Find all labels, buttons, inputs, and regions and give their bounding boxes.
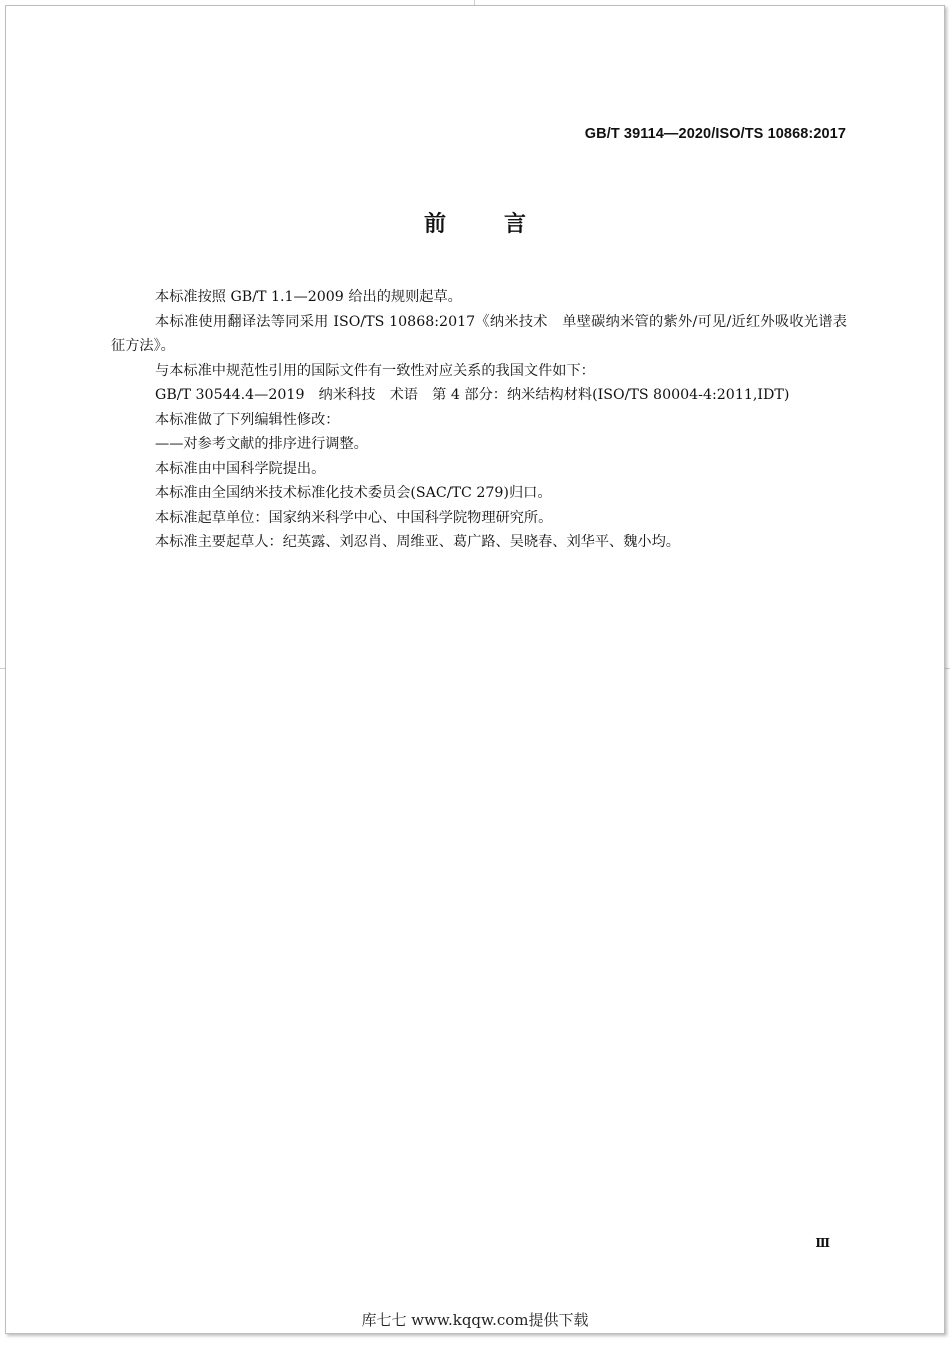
paragraph-normative-references-intro: 与本标准中规范性引用的国际文件有一致性对应关系的我国文件如下： bbox=[155, 362, 595, 379]
standard-code: GB/T 39114—2020/ISO/TS 10868:2017 bbox=[584, 126, 846, 142]
paragraph-editorial-changes-intro: 本标准做了下列编辑性修改： bbox=[155, 411, 340, 428]
page-number: Ⅲ bbox=[815, 1236, 830, 1250]
paragraph-drafting-organizations: 本标准起草单位：国家纳米科学中心、中国科学院物理研究所。 bbox=[155, 509, 553, 526]
paragraph-editorial-change-item: ——对参考文献的排序进行调整。 bbox=[155, 436, 368, 452]
foreword-body bbox=[111, 285, 847, 555]
paragraph-technical-committee: 本标准由全国纳米技术标准化技术委员会(SAC/TC 279)归口。 bbox=[155, 485, 552, 501]
page-title: 前言 bbox=[423, 212, 584, 237]
download-watermark-text: 库七七 www.kqqw.com提供下载 bbox=[361, 1311, 589, 1329]
paragraph-drafting-rules: 本标准按照 GB/T 1.1—2009 给出的规则起草。 bbox=[155, 289, 462, 305]
paragraph-adoption: 本标准使用翻译法等同采用 ISO/TS 10868:2017《纳米技术 单壁碳纳米管的紫外/可见/近红外吸收光谱表征方法》。 bbox=[111, 313, 847, 354]
paragraph-drafters: 本标准主要起草人：纪英露、刘忍肖、周维亚、葛广路、吴晓春、刘华平、魏小均。 bbox=[155, 534, 680, 550]
document-page bbox=[5, 5, 945, 1334]
paragraph-corresponding-standard: GB/T 30544.4—2019 纳米科技 术语 第 4 部分：纳米结构材料(ISO/TS 80004-4:2011,IDT) bbox=[155, 387, 790, 403]
paragraph-proposed-by: 本标准由中国科学院提出。 bbox=[155, 460, 326, 477]
